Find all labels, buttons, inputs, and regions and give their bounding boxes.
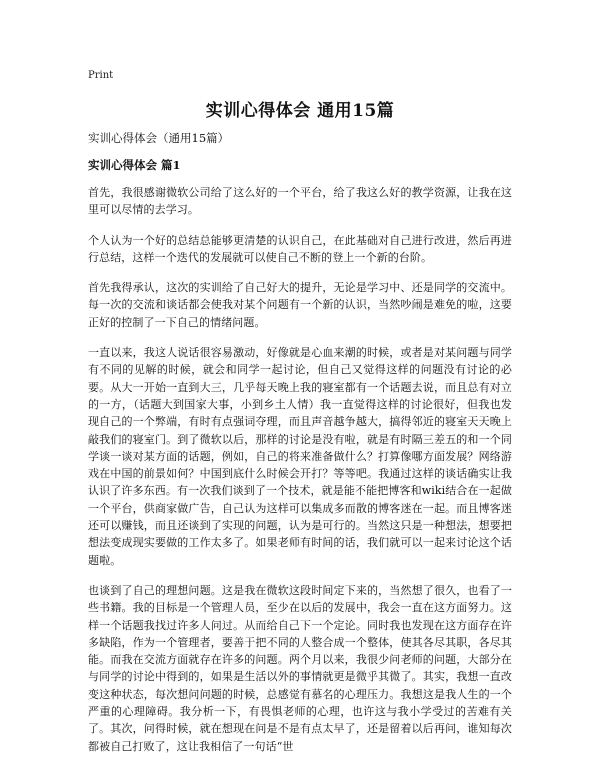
print-label: Print (88, 70, 114, 81)
paragraph: 首先，我很感谢微软公司给了这么好的一个平台，给了我这么好的教学资源，让我在这里可以尽情的去学习。 (88, 186, 512, 217)
paragraph: 一直以来，我这人说话很容易激动，好像就是心血来潮的时候，或者是对某问题与同学有不同的见解的时候，就会和同学一起讨论，但自己又觉得这样的问题没有讨论的必要。从大一开始一直到大三，几乎每天晚上我的寝室都有一个话题去说，而且总有对立的一方，（话题大到国家大事，小到乡土人情）我一直觉得这样的讨论很好，但我也发现自己的一个弊端，有时有点强词夺理，而且声音越争越大，搞得邻近的寝室天天晚上敲我们的寝室门。到了微软以后，那样的讨论是没有啦，就是有时隔三差五的和一个同学谈一谈对某方面的话题，例如，自己的将来准备做什么？打算像哪方面发展？网络游戏在中国的前景如何？中国到底什么时候会开打？等等吧。我通过这样的谈话确实让我认识了许多东西。有一次我们谈到了一个技术，就是能不能把博客和wiki结合在一起做一个平台，供商家做广告，自己认为这样可以集成多而散的博客迷在一起。而且博客迷还可以赚钱，而且还谈到了实现的问题，认为是可行的。当然这只是一种想法，想要把想法变成现实要做的工作太多了。如果老师有时间的话，我们就可以一起来讨论这个话题啦。 (88, 346, 512, 567)
paragraph: 个人认为一个好的总结总能够更清楚的认识自己，在此基础对自己进行改进，然后再进行总结，这样一个迭代的发展就可以使自己不断的登上一个新的台阶。 (88, 233, 512, 264)
paragraph: 首先我得承认，这次的实训给了自己好大的提升，无论是学习中、还是同学的交流中。每一次的交流和谈话都会使我对某个问题有一个新的认识，当然吵闹是难免的啦，这要正好的控制了一下自己的情绪问题。 (88, 281, 512, 329)
section-heading: 实训心得体会 篇1 (88, 158, 181, 172)
document-body (88, 130, 512, 768)
document-title: 实训心得体会 通用15篇 (205, 101, 395, 121)
document-subtitle: 实训心得体会（通用15篇） (88, 131, 230, 145)
paragraph: 也谈到了自己的理想问题。这是我在微软这段时间定下来的，当然想了很久，也看了一些书籍。我的目标是一个管理人员，至少在以后的发展中，我会一直在这方面努力。这样一个话题我找过许多人问过。从而给自己下一个定论。同时我也发现在这方面存在许多缺陷，作为一个管理者，要善于把不同的人整合成一个整体，使其各尽其职，各尽其能。而我在交流方面就存在许多的问题。两个月以来，我很少问老师的问题，大部分在与同学的讨论中得到的，如果是生活以外的事情就更是微乎其微了。其实，我想一直改变这种状态，每次想问问题的时候，总感觉有慕名的心理压力。我想这是我人生的一个严重的心理障碍。我分析一下，有畏惧老师的心理，也许这与我小学受过的苦难有关了。其次，问得时候，就在想现在问是不是有点太早了，还是留着以后再问，谁知每次都被自己打败了，这让我相信了一句话“世 (88, 583, 512, 753)
